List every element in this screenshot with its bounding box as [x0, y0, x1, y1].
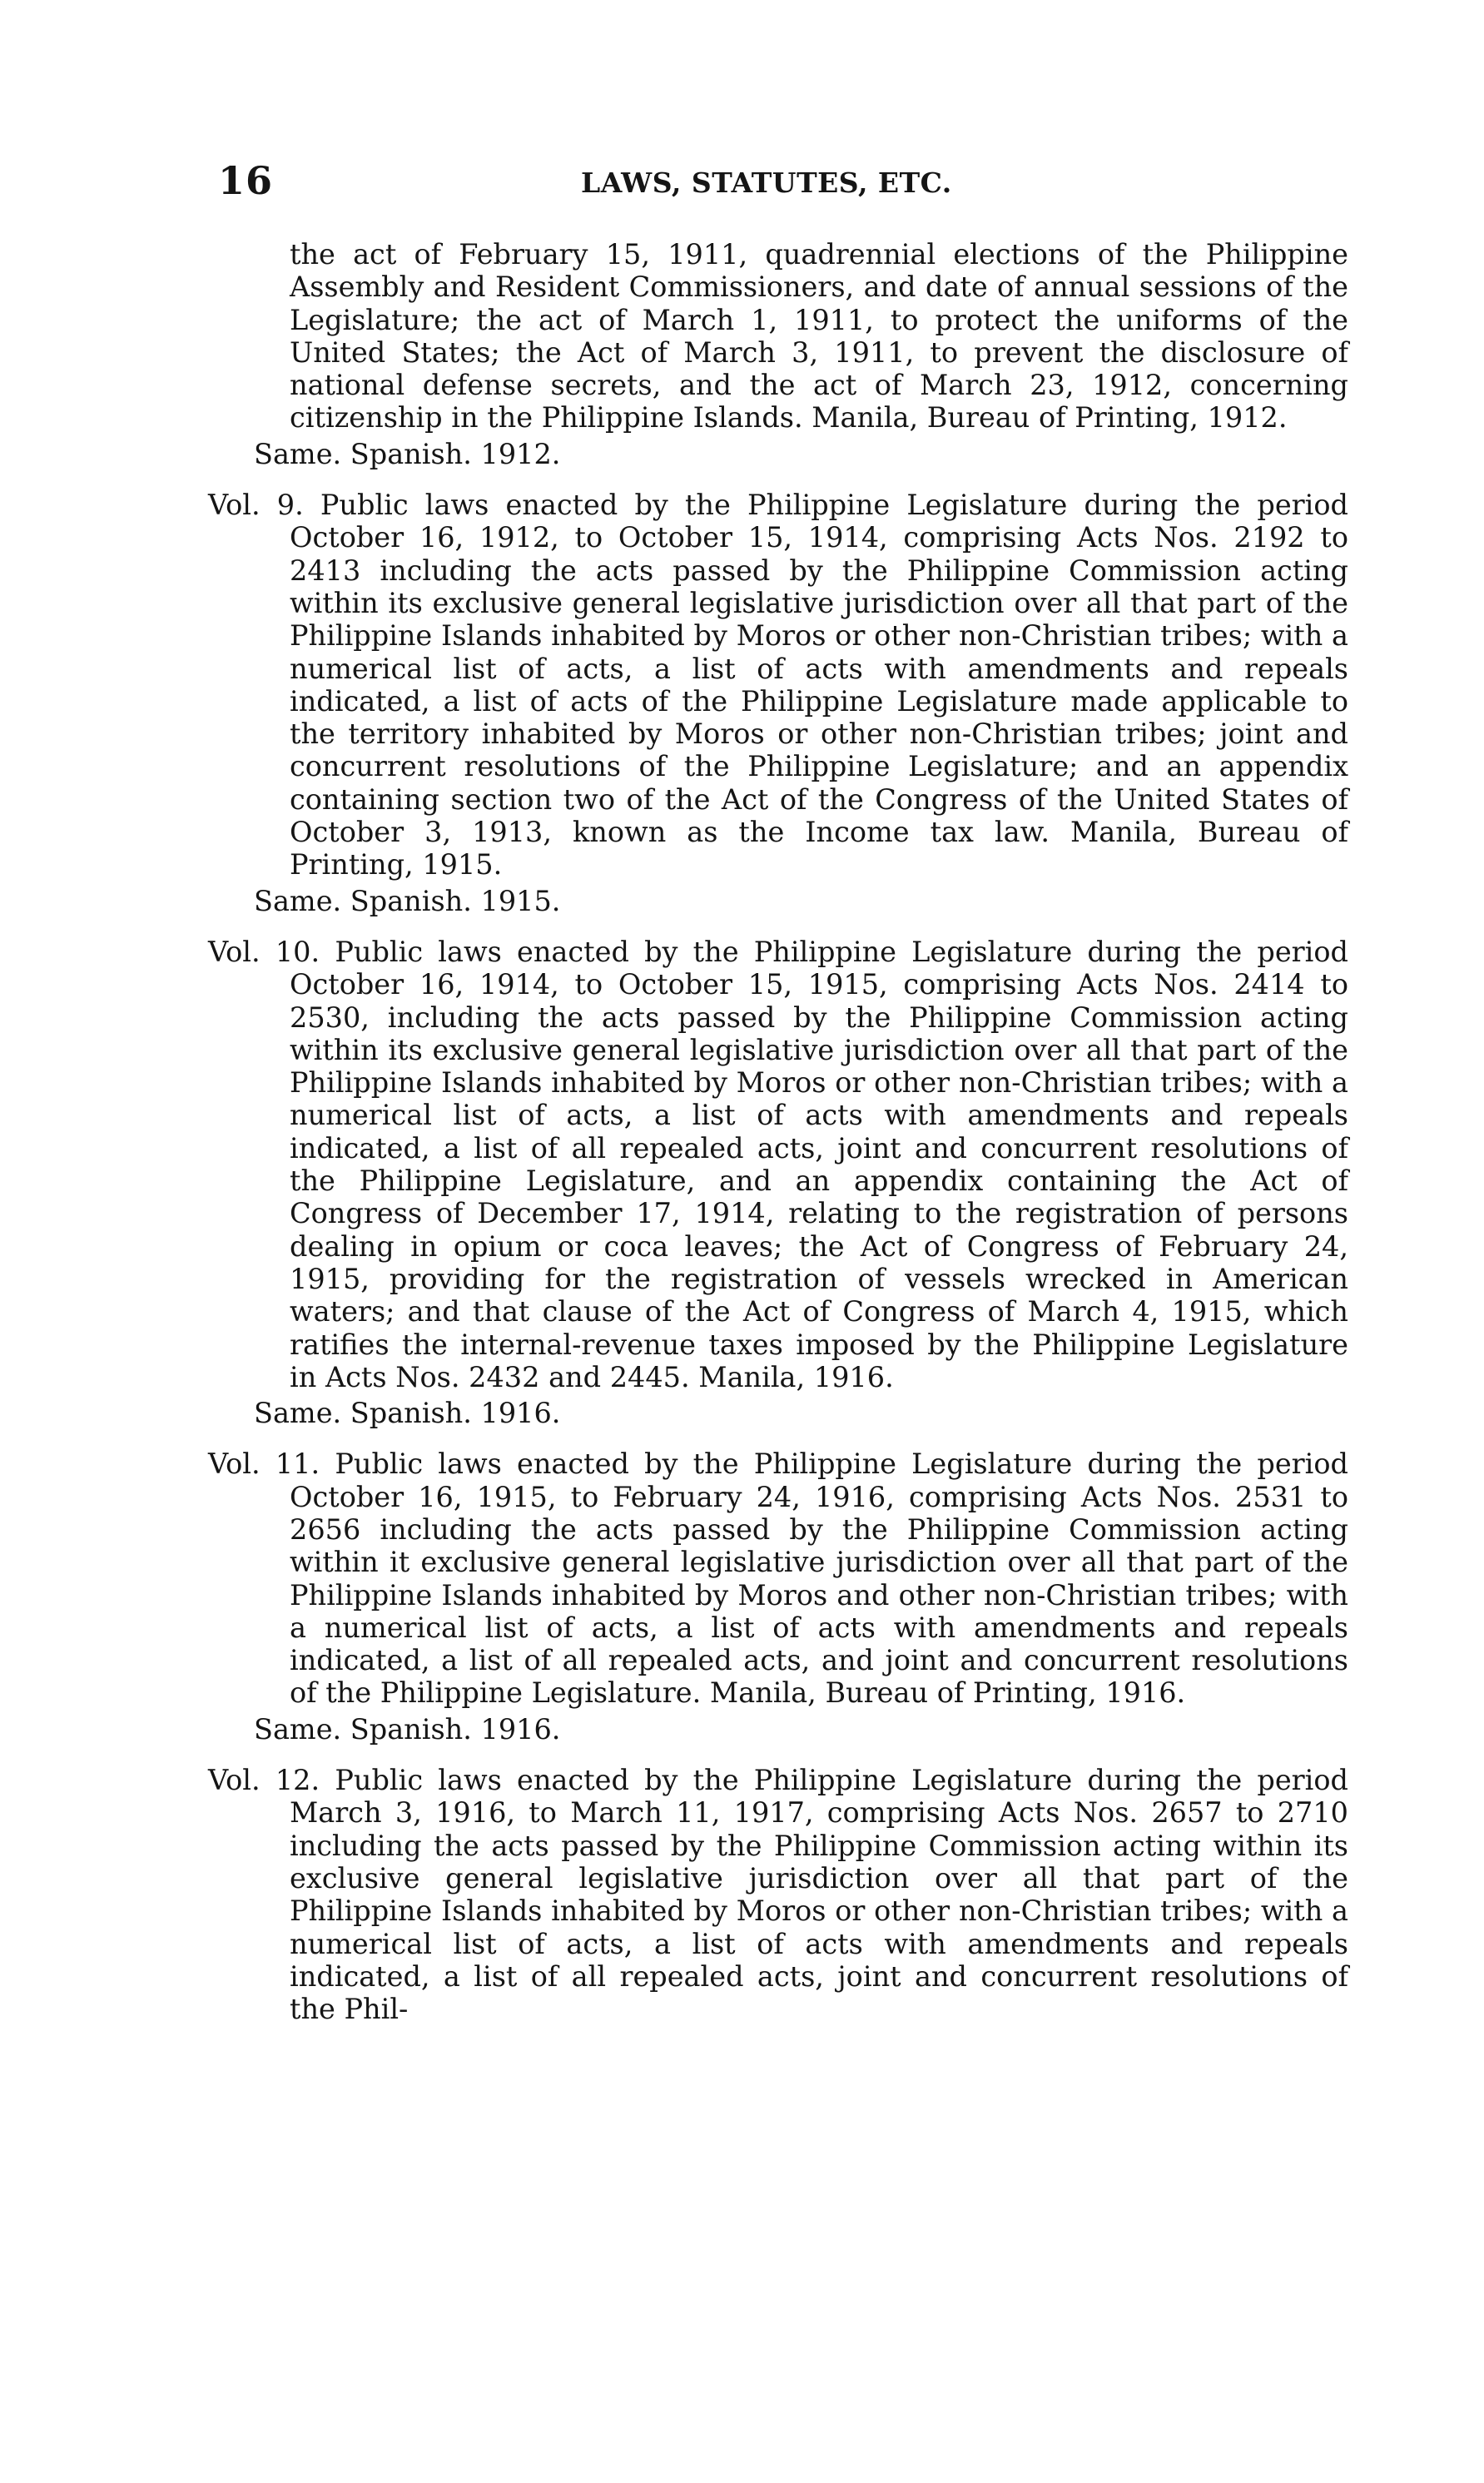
page-number: 16	[218, 158, 274, 203]
entry-text: Public laws enacted by the Philippine Legislature during the period October 16, 1915, to February 24, 1916, comprising Acts Nos. 2531 to 2656 including the acts passed by the Philippine Commission acting within it exclusive general legislative jurisdiction over all that part of the Philippine Islands inhabited by Moros and other non-Christian tribes; with a numerical list of acts, a list of acts with amendments and repeals indicated, a list of all repealed acts, and joint and concurrent resolutions of the Philippine Legislature. Manila, Bureau of Printing, 1916.	[290, 1448, 1348, 1710]
entry-vol-12	[208, 1764, 1348, 2025]
volume-label: Vol. 9.	[208, 489, 304, 522]
volume-label: Vol. 10.	[208, 935, 320, 968]
entry-vol-11	[208, 1448, 1348, 1709]
same-spanish-line: Same. Spanish. 1916.	[254, 1397, 561, 1430]
running-title: LAWS, STATUTES, ETC.	[581, 166, 952, 199]
same-spanish-line: Same. Spanish. 1915.	[254, 884, 561, 917]
entry-text: Public laws enacted by the Philippine Legislature during the period March 3, 1916, to March 11, 1917, comprising Acts Nos. 2657 to 2710 including the acts passed by the Philippine Commission acting within its exclusive general legislative jurisdiction over all that part of the Philippine Islands inhabited by Moros or other non-Christian tribes; with a numerical list of acts, a list of acts with amendments and repeals indicated, a list of all repealed acts, joint and concurrent resolutions of the Phil-	[290, 1764, 1348, 2026]
entry-vol-9	[208, 489, 1348, 881]
volume-label: Vol. 12.	[208, 1764, 320, 1797]
entry-text: Public laws enacted by the Philippine Legislature during the period October 16, 1914, to October 15, 1915, comprising Acts Nos. 2414 to 2530, including the acts passed by the Philippine Commission acting within its exclusive general legislative jurisdiction over all that part of the Philippine Islands inhabited by Moros or other non-Christian tribes; with a numerical list of acts, a list of acts with amendments and repeals indicated, a list of all repealed acts, joint and concurrent resolutions of the Philippine Legislature, and an appendix containing the Act of Congress of December 17, 1914, relating to the registration of persons dealing in opium or coca leaves; the Act of Congress of February 24, 1915, providing for the registration of vessels wrecked in American waters; and that clause of the Act of Congress of March 4, 1915, which ratifies the internal-revenue taxes imposed by the Philippine Legislature in Acts Nos. 2432 and 2445. Manila, 1916.	[290, 935, 1348, 1393]
continuation-paragraph: the act of February 15, 1911, quadrennial elections of the Philippine Assembly and Resident Commissioners, and date of annual sessions of the Legislature; the act of March 1, 1911, to protect the uniforms of the United States; the Act of March 3, 1911, to prevent the disclosure of national defense secrets, and the act of March 23, 1912, concerning citizenship in the Philippine Islands. Manila, Bureau of Printing, 1912.	[290, 238, 1348, 435]
volume-label: Vol. 11.	[208, 1448, 320, 1481]
entry-vol-10	[208, 936, 1348, 1393]
body-text	[208, 238, 1348, 2025]
same-spanish-line: Same. Spanish. 1912.	[254, 437, 561, 470]
entry-text: Public laws enacted by the Philippine Legislature during the period October 16, 1912, to October 15, 1914, comprising Acts Nos. 2192 to 2413 including the acts passed by the Philippine Commission acting within its exclusive general legislative jurisdiction over all that part of the Philippine Islands inhabited by Moros or other non-Christian tribes; with a numerical list of acts, a list of acts with amendments and repeals indicated, a list of acts of the Philippine Legislature made applicable to the territory inhabited by Moros or other non-Christian tribes; joint and concurrent resolutions of the Philippine Legislature; and an appendix containing section two of the Act of the Congress of the United States of October 3, 1913, known as the Income tax law. Manila, Bureau of Printing, 1915.	[290, 489, 1348, 881]
same-spanish-line: Same. Spanish. 1916.	[254, 1712, 561, 1746]
